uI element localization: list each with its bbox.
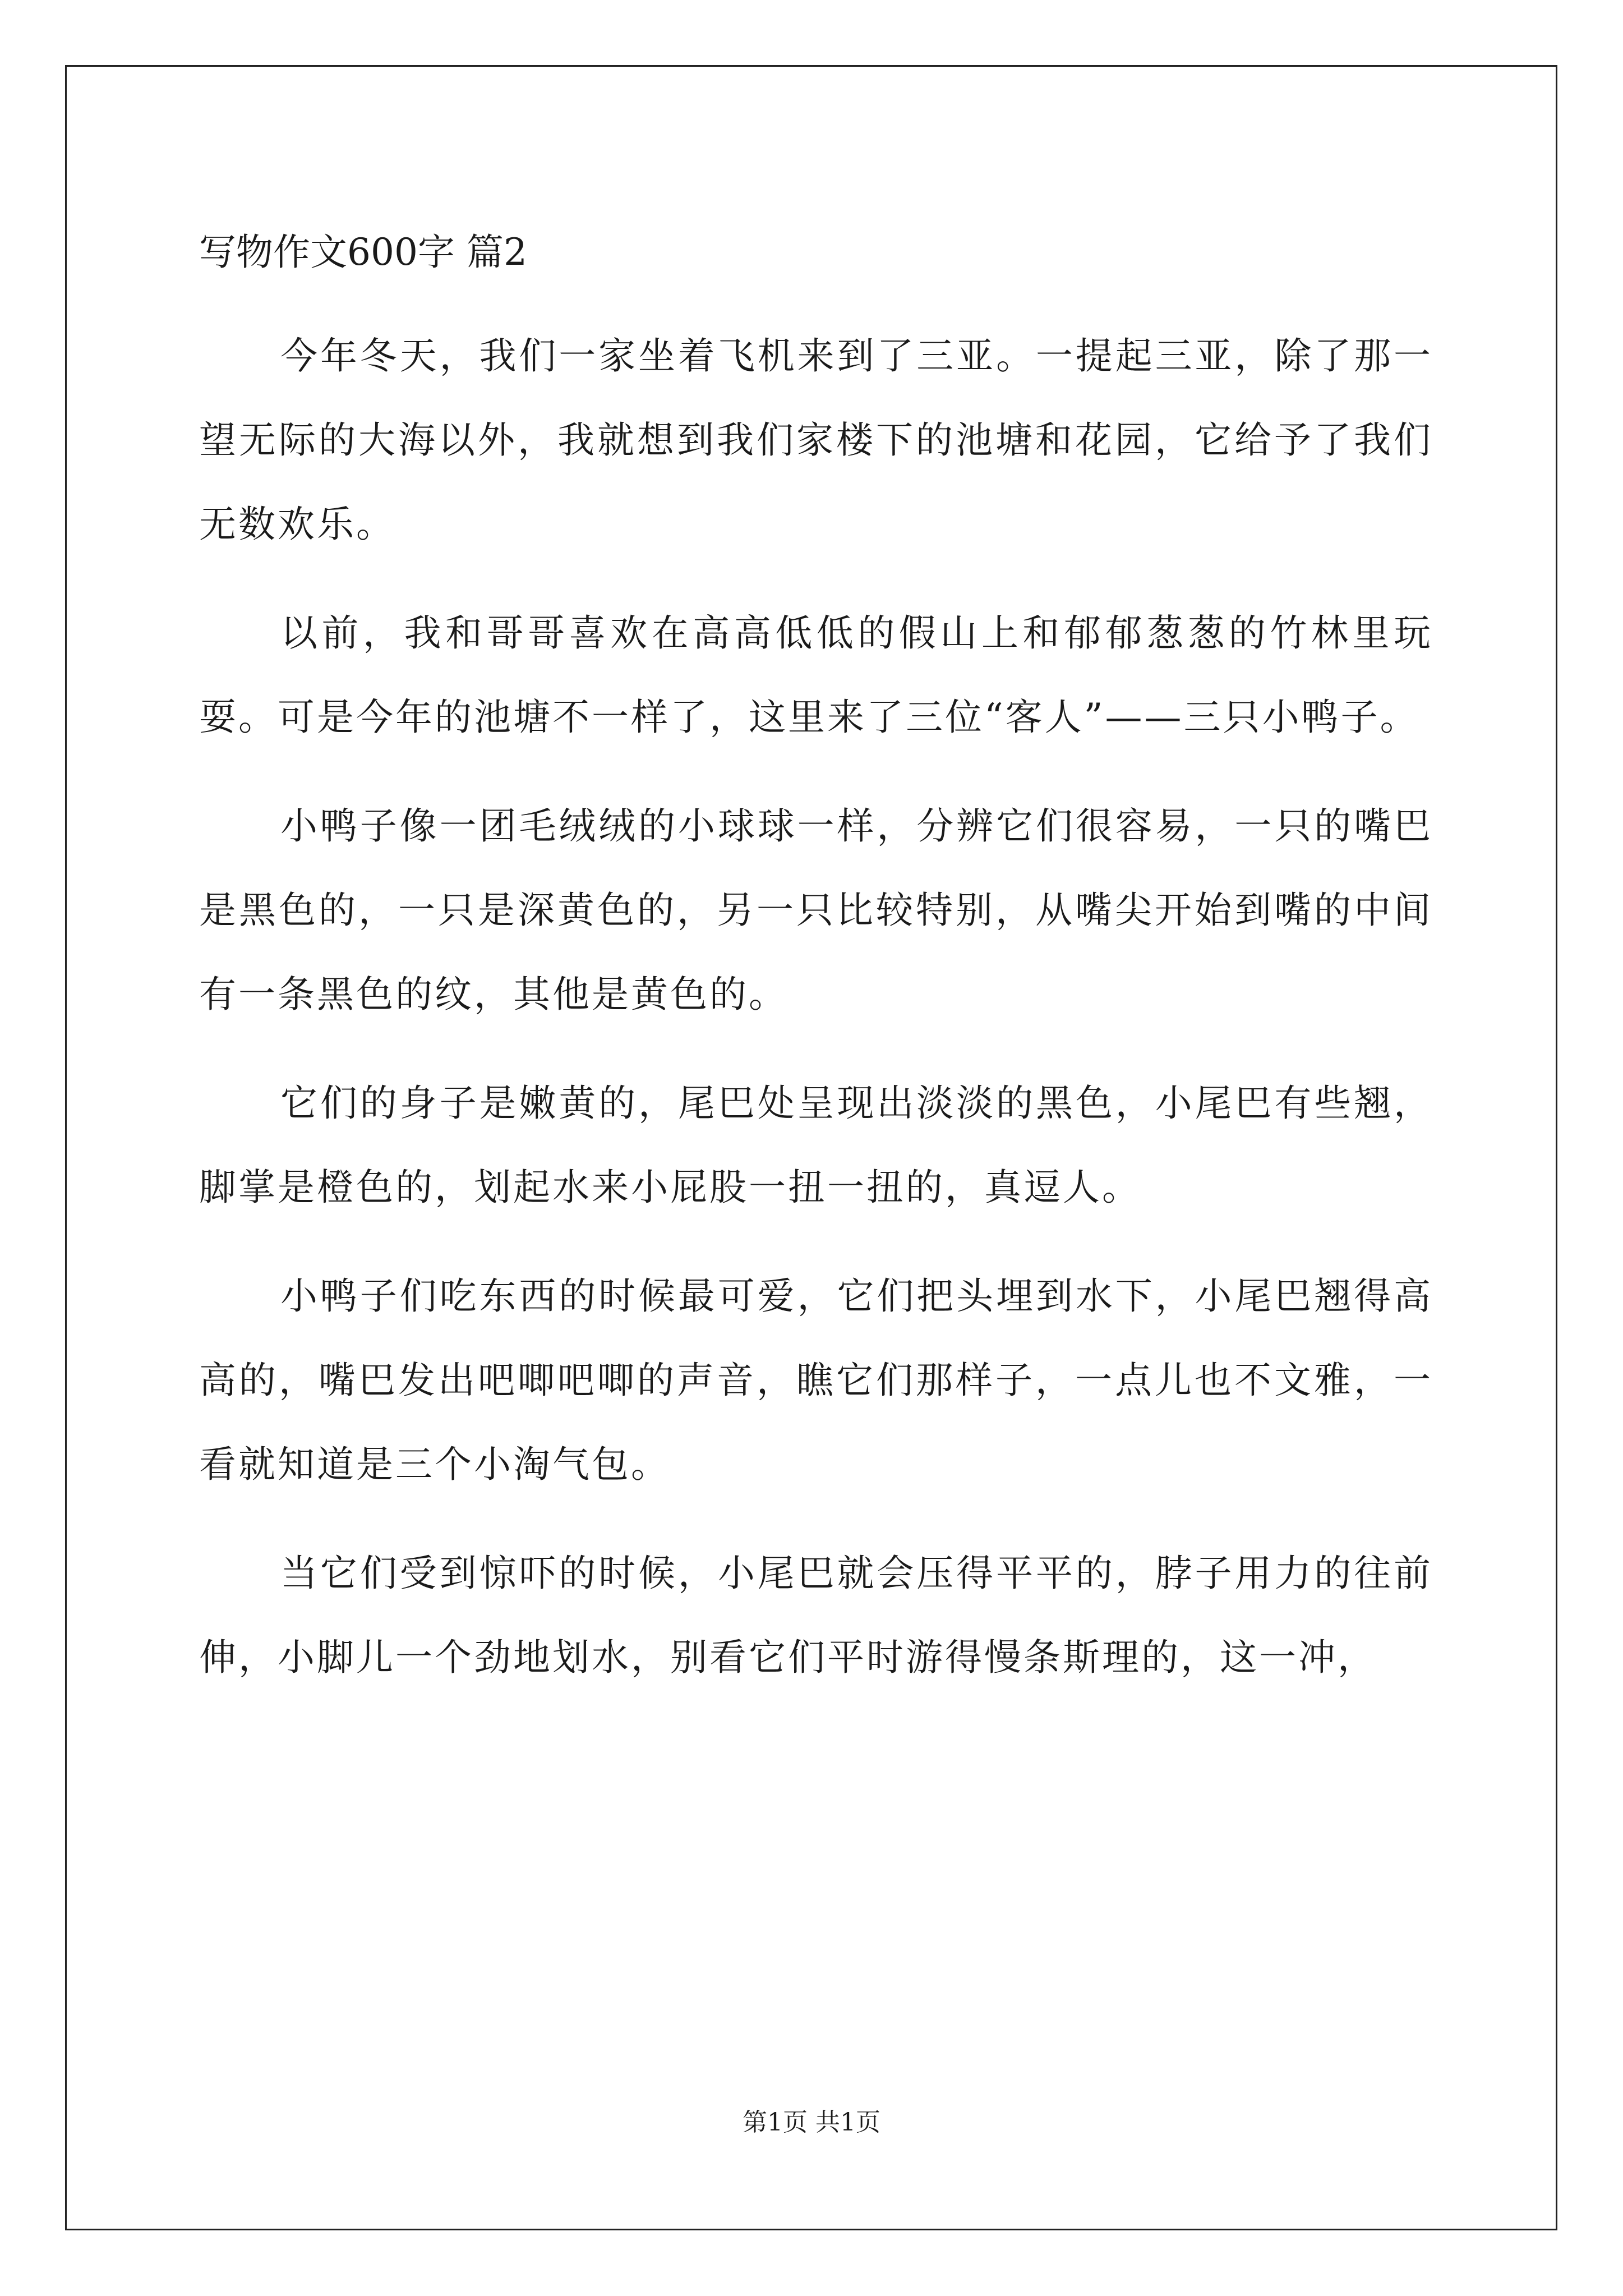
page-footer: 第1页 共1页 (743, 2108, 880, 2137)
paragraph: 小鸭子们吃东西的时候最可爱，它们把头埋到水下，小尾巴翘得高高的，嘴巴发出吧唧吧唧的声音，瞧它们那样子，一点儿也不文雅，一看就知道是三个小淘气包。 (199, 1274, 1433, 1486)
paragraph: 小鸭子像一团毛绒绒的小球球一样，分辨它们很容易，一只的嘴巴是黑色的，一只是深黄色的，另一只比较特别，从嘴尖开始到嘴的中间有一条黑色的纹，其他是黄色的。 (199, 804, 1433, 1016)
document-body (199, 219, 1433, 1724)
paragraph: 它们的身子是嫩黄的，尾巴处呈现出淡淡的黑色，小尾巴有些翘，脚掌是橙色的，划起水来小屁股一扭一扭的，真逗人。 (199, 1082, 1433, 1209)
document-title: 写物作文600字 篇2 (199, 231, 527, 274)
paragraph: 今年冬天，我们一家坐着飞机来到了三亚。一提起三亚，除了那一望无际的大海以外，我就想到我们家楼下的池塘和花园，它给予了我们无数欢乐。 (199, 334, 1433, 546)
paragraph: 当它们受到惊吓的时候，小尾巴就会压得平平的，脖子用力的往前伸，小脚儿一个劲地划水，别看它们平时游得慢条斯理的，这一冲， (199, 1552, 1433, 1679)
paragraph: 以前，我和哥哥喜欢在高高低低的假山上和郁郁葱葱的竹林里玩耍。可是今年的池塘不一样了，这里来了三位“客人”——三只小鸭子。 (199, 611, 1433, 739)
